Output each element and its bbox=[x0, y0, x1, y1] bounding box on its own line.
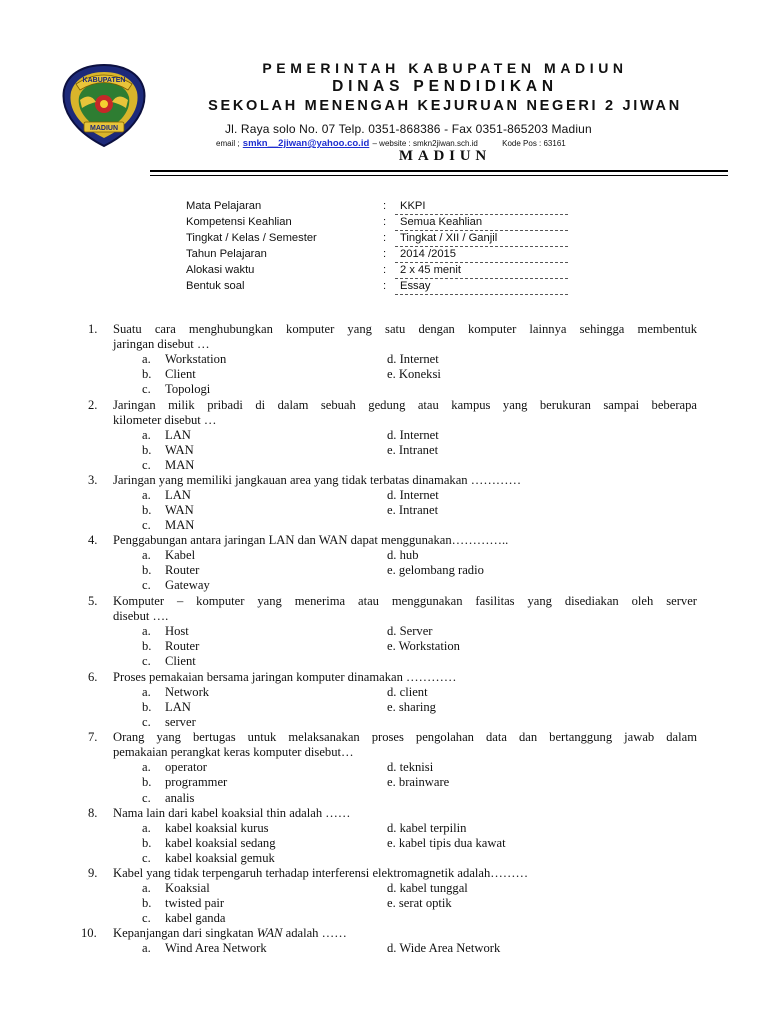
option-right bbox=[387, 503, 438, 518]
option-right bbox=[387, 563, 484, 578]
option-text: kabel koaksial sedang bbox=[165, 836, 276, 850]
option-right bbox=[387, 775, 449, 790]
option-right bbox=[387, 428, 439, 443]
option-letter: c. bbox=[142, 654, 151, 668]
option-text: brainware bbox=[398, 775, 450, 789]
option-text: sharing bbox=[398, 700, 436, 714]
option-text: hub bbox=[399, 548, 419, 562]
question-text: Nama lain dari kabel koaksial thin adalah …… bbox=[113, 806, 351, 820]
option-text: MAN bbox=[165, 458, 195, 472]
option-right bbox=[387, 821, 466, 836]
question-text: Komputer – komputer yang menerima atau menggunakan fasilitas yang disediakan oleh server bbox=[113, 594, 697, 608]
option-text: Internet bbox=[399, 352, 439, 366]
option-letter: e. bbox=[387, 367, 396, 381]
question-text: Penggabungan antara jaringan LAN dan WAN dapat menggunakan………….. bbox=[113, 533, 509, 547]
question-text-cont: jaringan disebut … bbox=[113, 337, 210, 351]
option-letter: d. bbox=[387, 352, 397, 366]
option-letter: c. bbox=[142, 791, 151, 805]
option-letter: a. bbox=[142, 685, 151, 699]
info-value: Essay bbox=[395, 280, 568, 295]
option-text: Router bbox=[165, 563, 200, 577]
option-right bbox=[387, 685, 428, 700]
option-letter: a. bbox=[142, 624, 151, 638]
letterhead-city: MADIUN bbox=[398, 148, 492, 164]
option-letter: e. bbox=[387, 443, 396, 457]
letterhead-rule-thick bbox=[150, 170, 728, 172]
option-letter: a. bbox=[142, 352, 151, 366]
info-label: Tahun Pelajaran bbox=[186, 248, 267, 260]
option-text: teknisi bbox=[399, 760, 434, 774]
option-letter: b. bbox=[142, 775, 152, 789]
option-text: client bbox=[399, 685, 428, 699]
kabupaten-madiun-emblem bbox=[60, 62, 148, 148]
question-text-emphasis: WAN bbox=[256, 926, 283, 940]
option-letter: a. bbox=[142, 760, 151, 774]
option-letter: b. bbox=[142, 896, 152, 910]
option-letter: e. bbox=[387, 896, 396, 910]
question-number: 4. bbox=[88, 533, 98, 547]
option-text: Intranet bbox=[398, 503, 439, 517]
question-text: Jaringan milik pribadi di dalam sebuah gedung atau kampus yang berukuran sampai beberapa bbox=[113, 398, 697, 412]
option-letter: a. bbox=[142, 821, 151, 835]
option-text: kabel koaksial kurus bbox=[165, 821, 269, 835]
emblem-top-text: KABUPATEN bbox=[82, 77, 126, 84]
option-letter: e. bbox=[387, 639, 396, 653]
question-text-part: adalah …… bbox=[282, 926, 347, 940]
option-text: serat optik bbox=[398, 896, 452, 910]
option-text: Client bbox=[165, 367, 196, 381]
option-text: LAN bbox=[165, 700, 191, 714]
option-text: kabel tipis dua kawat bbox=[398, 836, 506, 850]
option-text: kabel koaksial gemuk bbox=[165, 851, 275, 865]
info-colon: : bbox=[383, 264, 387, 276]
option-letter: c. bbox=[142, 715, 151, 729]
question-text bbox=[113, 926, 697, 941]
option-text: Intranet bbox=[398, 443, 439, 457]
option-letter: a. bbox=[142, 881, 151, 895]
option-letter: e. bbox=[387, 503, 396, 517]
option-text: Koaksial bbox=[165, 881, 210, 895]
option-letter: e. bbox=[387, 836, 396, 850]
option-right bbox=[387, 881, 468, 896]
option-text: LAN bbox=[165, 428, 191, 442]
option-letter: d. bbox=[387, 760, 397, 774]
option-letter: d. bbox=[387, 428, 397, 442]
option-text: gelombang radio bbox=[398, 563, 484, 577]
option-letter: b. bbox=[142, 700, 152, 714]
option-text: Network bbox=[165, 685, 210, 699]
question-text-part: Kepanjangan dari singkatan bbox=[113, 926, 257, 940]
info-label: Mata Pelajaran bbox=[186, 200, 262, 212]
info-colon: : bbox=[383, 200, 387, 212]
info-label: Kompetensi Keahlian bbox=[186, 216, 292, 228]
option-text: Workstation bbox=[398, 639, 460, 653]
option-text: kabel terpilin bbox=[399, 821, 467, 835]
option-right bbox=[387, 760, 433, 775]
option-text: Internet bbox=[399, 428, 439, 442]
option-right bbox=[387, 941, 500, 956]
option-text: Kabel bbox=[165, 548, 196, 562]
option-right bbox=[387, 488, 439, 503]
info-colon: : bbox=[383, 232, 387, 244]
option-letter: c. bbox=[142, 578, 151, 592]
email-link[interactable]: smkn__2jiwan@yahoo.co.id bbox=[242, 138, 370, 149]
postcode-text: Kode Pos : 63161 bbox=[502, 139, 566, 148]
option-text: kabel ganda bbox=[165, 911, 226, 925]
info-label: Tingkat / Kelas / Semester bbox=[186, 232, 317, 244]
option-letter: a. bbox=[142, 941, 151, 955]
letterhead-school-name: SEKOLAH MENENGAH KEJURUAN NEGERI 2 JIWAN bbox=[208, 98, 682, 114]
letterhead-government: PEMERINTAH KABUPATEN MADIUN bbox=[262, 60, 628, 76]
question-text-cont: kilometer disebut … bbox=[113, 413, 217, 427]
info-value: Semua Keahlian bbox=[395, 216, 568, 231]
info-colon: : bbox=[383, 216, 387, 228]
info-label: Bentuk soal bbox=[186, 280, 245, 292]
option-letter: e. bbox=[387, 563, 396, 577]
option-text: Topologi bbox=[165, 382, 211, 396]
option-right bbox=[387, 700, 436, 715]
option-text: Client bbox=[165, 654, 196, 668]
info-colon: : bbox=[383, 280, 387, 292]
option-letter: c. bbox=[142, 851, 151, 865]
option-text: LAN bbox=[165, 488, 191, 502]
question-text-cont: pemakaian perangkat keras komputer disebut… bbox=[113, 745, 354, 759]
option-text: Wide Area Network bbox=[399, 941, 501, 955]
option-right bbox=[387, 443, 438, 458]
option-letter: b. bbox=[142, 639, 152, 653]
option-letter: c. bbox=[142, 518, 151, 532]
question-number: 2. bbox=[88, 398, 98, 412]
option-letter: e. bbox=[387, 775, 396, 789]
question-text: Kabel yang tidak terpengaruh terhadap interferensi elektromagnetik adalah……… bbox=[113, 866, 529, 880]
question-text: Suatu cara menghubungkan komputer yang satu dengan komputer lainnya sehingga membentuk bbox=[113, 322, 697, 336]
option-letter: c. bbox=[142, 458, 151, 472]
emblem-bottom-text: MADIUN bbox=[90, 125, 118, 132]
question-text: Orang yang bertugas untuk melaksanakan proses pengolahan data dan bertanggung jawab dalam bbox=[113, 730, 697, 744]
option-text: Server bbox=[399, 624, 433, 638]
question-text: Proses pemakaian bersama jaringan komputer dinamakan ………… bbox=[113, 670, 457, 684]
option-letter: d. bbox=[387, 548, 397, 562]
letterhead-department: DINAS PENDIDIKAN bbox=[332, 78, 558, 95]
option-text: programmer bbox=[165, 775, 228, 789]
email-label: email ; bbox=[216, 139, 240, 148]
question-number: 9. bbox=[88, 866, 98, 880]
option-letter: d. bbox=[387, 881, 397, 895]
option-letter: d. bbox=[387, 685, 397, 699]
question-number: 5. bbox=[88, 594, 98, 608]
option-text: Workstation bbox=[165, 352, 227, 366]
option-text: analis bbox=[165, 791, 195, 805]
option-text: WAN bbox=[165, 443, 194, 457]
option-letter: a. bbox=[142, 488, 151, 502]
info-colon: : bbox=[383, 248, 387, 260]
option-letter: c. bbox=[142, 382, 151, 396]
option-letter: d. bbox=[387, 821, 397, 835]
website-text: – website : smkn2jiwan.sch.id bbox=[372, 139, 478, 148]
option-letter: e. bbox=[387, 700, 396, 714]
option-letter: b. bbox=[142, 367, 152, 381]
letterhead-rule-thin bbox=[150, 175, 728, 176]
option-right bbox=[387, 548, 419, 563]
option-right bbox=[387, 624, 432, 639]
info-value: KKPI bbox=[395, 200, 568, 215]
option-right bbox=[387, 896, 452, 911]
option-text: operator bbox=[165, 760, 207, 774]
question-number: 7. bbox=[88, 730, 98, 744]
info-value: Tingkat / XII / Ganjil bbox=[395, 232, 568, 247]
option-text: Gateway bbox=[165, 578, 210, 592]
option-text: Wind Area Network bbox=[165, 941, 267, 955]
option-right bbox=[387, 367, 441, 382]
option-text: Koneksi bbox=[398, 367, 441, 381]
info-label: Alokasi waktu bbox=[186, 264, 255, 276]
option-text: kabel tunggal bbox=[399, 881, 468, 895]
question-number: 8. bbox=[88, 806, 98, 820]
option-text: WAN bbox=[165, 503, 194, 517]
question-text: Jaringan yang memiliki jangkauan area yang tidak terbatas dinamakan ………… bbox=[113, 473, 522, 487]
info-value: 2 x 45 menit bbox=[395, 264, 568, 279]
info-value: 2014 /2015 bbox=[395, 248, 568, 263]
option-letter: b. bbox=[142, 443, 152, 457]
option-right bbox=[387, 352, 439, 367]
option-letter: d. bbox=[387, 488, 397, 502]
option-right bbox=[387, 639, 460, 654]
option-right bbox=[387, 836, 506, 851]
question-number: 1. bbox=[88, 322, 98, 336]
letterhead-address: Jl. Raya solo No. 07 Telp. 0351-868386 - Fax 0351-865203 Madiun bbox=[225, 122, 592, 136]
option-letter: c. bbox=[142, 911, 151, 925]
option-text: Router bbox=[165, 639, 200, 653]
option-letter: d. bbox=[387, 941, 397, 955]
question-number: 6. bbox=[88, 670, 98, 684]
option-text: MAN bbox=[165, 518, 195, 532]
question-number: 10. bbox=[81, 926, 97, 940]
option-text: twisted pair bbox=[165, 896, 225, 910]
question-number: 3. bbox=[88, 473, 98, 487]
option-letter: b. bbox=[142, 503, 152, 517]
option-text: Internet bbox=[399, 488, 439, 502]
option-letter: b. bbox=[142, 563, 152, 577]
option-letter: a. bbox=[142, 428, 151, 442]
option-text: Host bbox=[165, 624, 189, 638]
option-text: server bbox=[165, 715, 196, 729]
option-letter: a. bbox=[142, 548, 151, 562]
question-text-cont: disebut …. bbox=[113, 609, 169, 623]
option-letter: b. bbox=[142, 836, 152, 850]
option-letter: d. bbox=[387, 624, 397, 638]
